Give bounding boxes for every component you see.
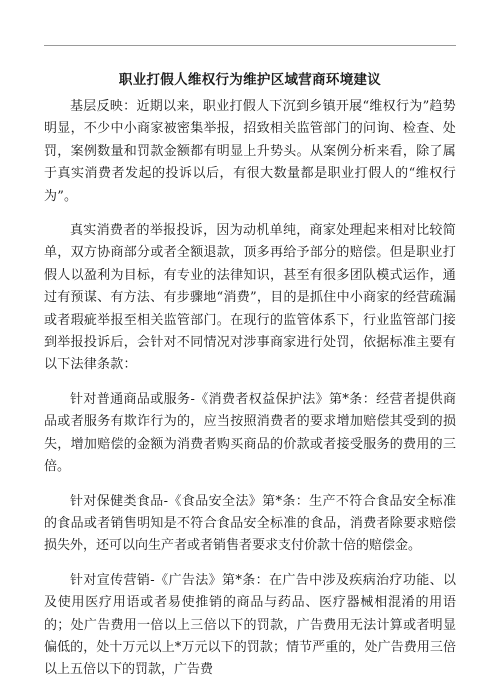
document-body — [44, 96, 456, 694]
paragraph-analysis: 真实消费者的举报投诉，因为动机单纯，商家处理起来相对比较简单，双方协商部分或者全额退款，顶多再给予部分的赔偿。但是职业打假人以盈利为目标，有专业的法律知识，甚至有很多团队模式运作，通过有预谋、有方法、有步骤地“消费”，目的是抓住中小商家的经营疏漏或者瑕疵举报至相关监管部门。在现行的监管体系下，行业监管部门接到举报投诉后，会针对不同情况对涉事商家进行处罚，依据标准主要有以下法律条款： — [44, 223, 456, 373]
paragraph-consumer-law: 针对普通商品或服务-《消费者权益保护法》第*条：经营者提供商品或者服务有欺诈行为的，应当按照消费者的要求增加赔偿其受到的损失，增加赔偿的金额为消费者购买商品的价款或者接受服务的费用的三倍。 — [44, 391, 456, 475]
paragraph-food-safety-law: 针对保健类食品-《食品安全法》第*条：生产不符合食品安全标准的食品或者销售明知是不符合食品安全标准的食品，消费者除要求赔偿损失外，还可以向生产者或者销售者要求支付价款十倍的赔偿金。 — [44, 493, 456, 554]
paragraph-advertising-law: 针对宣传营销-《广告法》第*条：在广告中涉及疾病治疗功能、以及使用医疗用语或者易使推销的商品与药品、医疗器械相混淆的用语的；处广告费用一倍以上三倍以下的罚款，广告费用无法计算或者明显偏低的，处十万元以上*万元以下的罚款；情节严重的，处广告费用三倍以上五倍以下的罚款，广告费 — [44, 572, 456, 678]
document-title: 职业打假人维权行为维护区域营商环境建议 — [118, 72, 382, 88]
header-rule — [44, 45, 456, 46]
paragraph-background: 基层反映：近期以来，职业打假人下沉到乡镇开展“维权行为”趋势明显，不少中小商家被密集举报，招致相关监管部门的问询、检查、处罚，案例数量和罚款金额都有明显上升势头。从案例分析来看，除了属于真实消费者发起的投诉以后，有很大数量都是职业打假人的“维权行为”。 — [44, 99, 456, 204]
